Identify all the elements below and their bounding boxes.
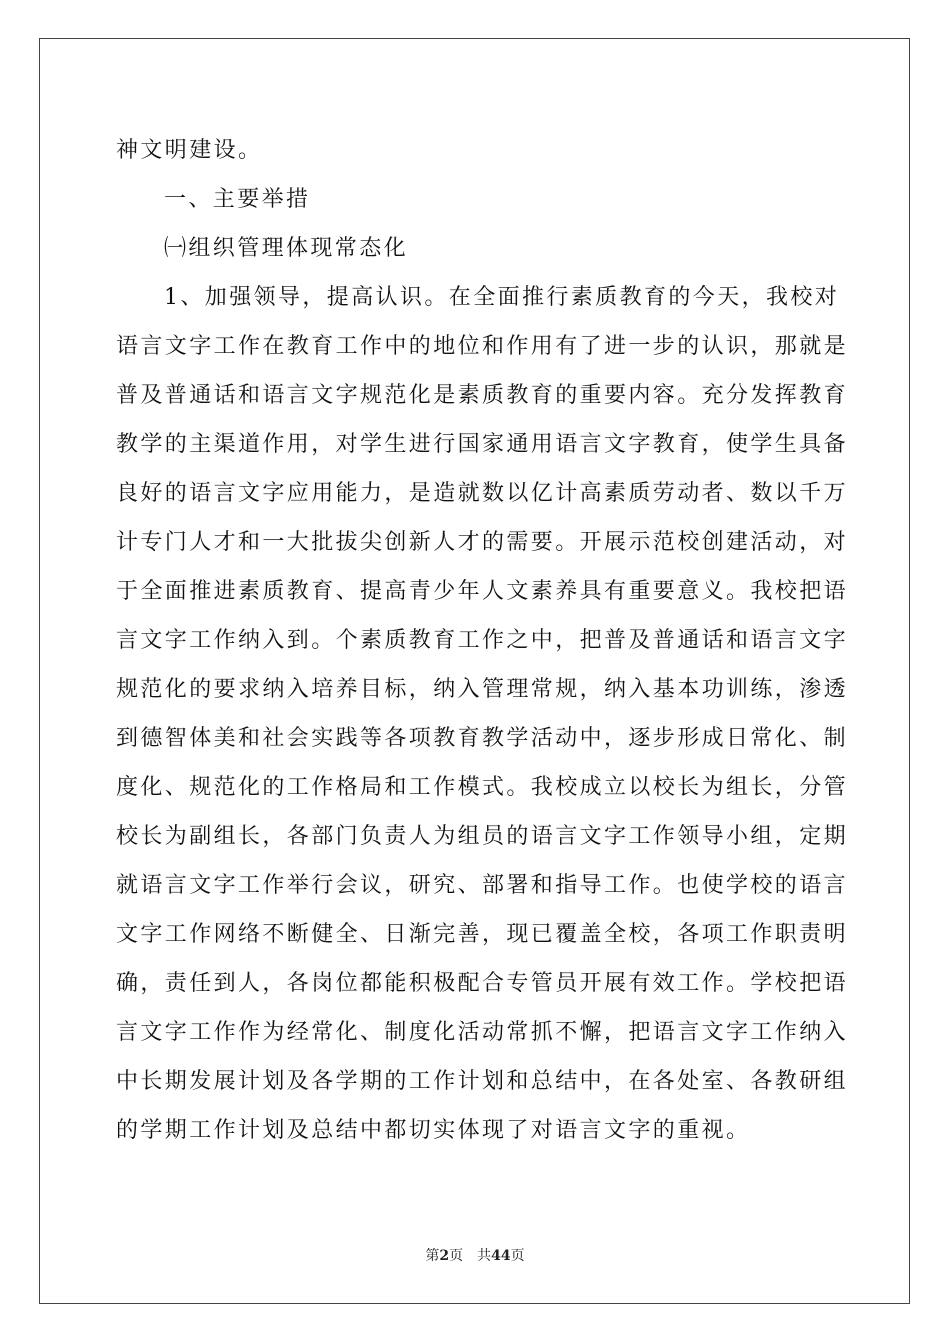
footer-total-prefix: 共 bbox=[477, 1248, 492, 1264]
text-line: 到德智体美和社会实践等各项教育教学活动中，逐步形成日常化、制 bbox=[116, 726, 849, 751]
text-line: 普及普通话和语言文字规范化是素质教育的重要内容。充分发挥教育 bbox=[116, 383, 849, 408]
text-line: 度化、规范化的工作格局和工作模式。我校成立以校长为组长，分管 bbox=[116, 775, 849, 800]
text-line: 于全面推进素质教育、提高青少年人文素养具有重要意义。我校把语 bbox=[116, 579, 849, 604]
text-line: 语言文字工作在教育工作中的地位和作用有了进一步的认识，那就是 bbox=[116, 334, 849, 359]
text-line: 规范化的要求纳入培养目标，纳入管理常规，纳入基本功训练，渗透 bbox=[116, 677, 849, 702]
footer-total-pages: 44 bbox=[491, 1248, 511, 1264]
text-line: 的学期工作计划及总结中都切实体现了对语言文字的重视。 bbox=[116, 1118, 751, 1143]
footer-page-suffix: 页 bbox=[449, 1248, 464, 1264]
text-line: 一、主要举措 bbox=[164, 187, 311, 212]
text-line: 言文字工作作为经常化、制度化活动常抓不懈，把语言文字工作纳入 bbox=[116, 1020, 849, 1045]
text-line: ㈠组织管理体现常态化 bbox=[164, 236, 409, 261]
text-line: 1、加强领导，提高认识。在全面推行素质教育的今天，我校对 bbox=[164, 285, 840, 310]
text-line: 校长为副组长，各部门负责人为组员的语言文字工作领导小组，定期 bbox=[116, 824, 849, 849]
document-body bbox=[116, 126, 849, 1155]
text-line: 确，责任到人，各岗位都能积极配合专管员开展有效工作。学校把语 bbox=[116, 971, 849, 996]
text-line: 神文明建设。 bbox=[116, 138, 263, 163]
text-line: 言文字工作纳入到。个素质教育工作之中，把普及普通话和语言文字 bbox=[116, 628, 849, 653]
text-line: 计专门人才和一大批拔尖创新人才的需要。开展示范校创建活动，对 bbox=[116, 530, 849, 555]
footer-page-prefix: 第 bbox=[425, 1248, 440, 1264]
page-footer bbox=[0, 1245, 950, 1265]
text-line: 就语言文字工作举行会议，研究、部署和指导工作。也使学校的语言 bbox=[116, 873, 849, 898]
text-line: 中长期发展计划及各学期的工作计划和总结中，在各处室、各教研组 bbox=[116, 1069, 849, 1094]
text-line: 文字工作网络不断健全、日渐完善，现已覆盖全校，各项工作职责明 bbox=[116, 922, 849, 947]
footer-total-suffix: 页 bbox=[510, 1248, 525, 1264]
text-line: 教学的主渠道作用，对学生进行国家通用语言文字教育，使学生具备 bbox=[116, 432, 849, 457]
text-line: 良好的语言文字应用能力，是造就数以亿计高素质劳动者、数以千万 bbox=[116, 481, 849, 506]
footer-page-number: 2 bbox=[439, 1248, 450, 1264]
